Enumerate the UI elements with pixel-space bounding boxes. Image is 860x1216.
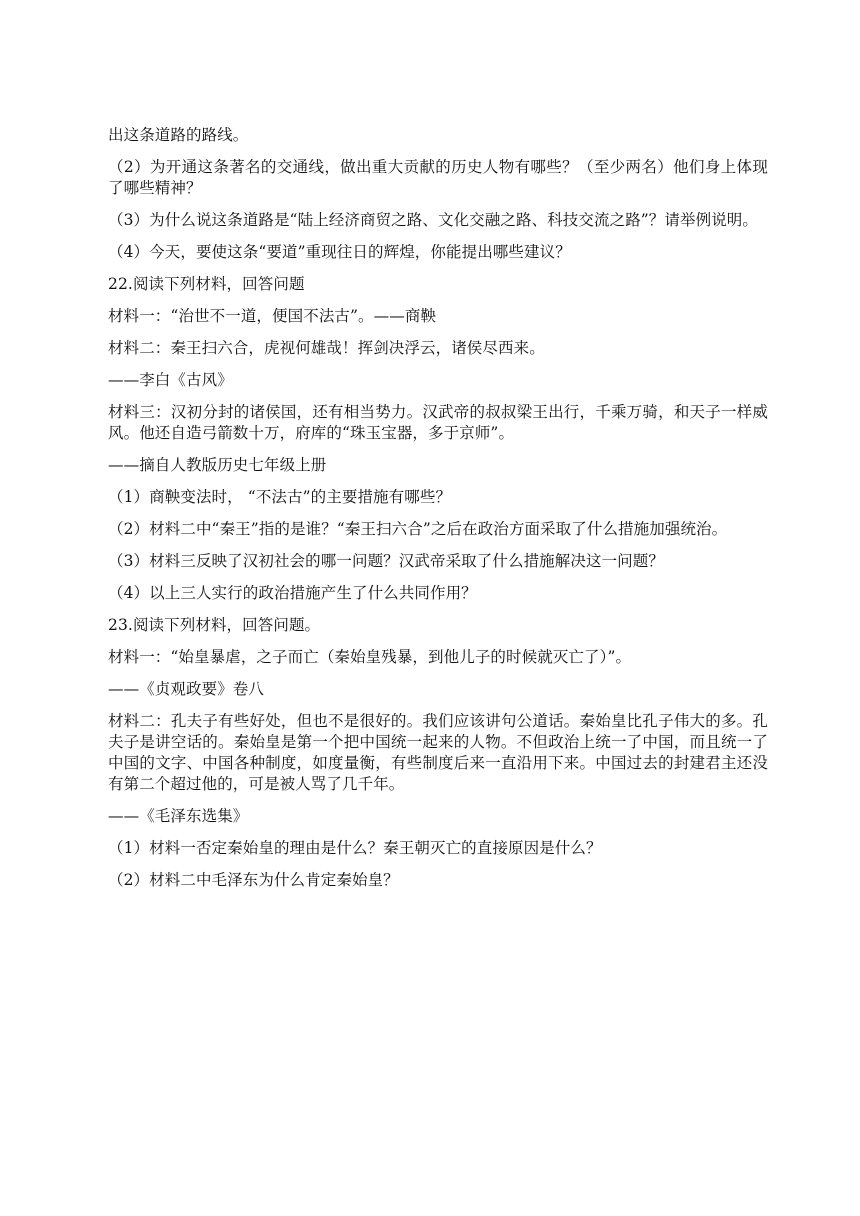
material-3: 材料三：汉初分封的诸侯国，还有相当势力。汉武帝的叔叔梁王出行，千乘万骑，和天子一样威风。他还自造弓箭数十万，府库的“珠玉宝器，多于京师”。 [108, 403, 768, 442]
text-line: 出这条道路的路线。 [108, 126, 249, 144]
document-body [108, 125, 768, 902]
question-22-4: （4）以上三人实行的政治措施产生了什么共同作用？ [108, 584, 477, 602]
question-21-4: （4）今天，要使这条“要道”重现往日的辉煌，你能提出哪些建议？ [108, 243, 571, 261]
material-2: 材料二：秦王扫六合，虎视何雄哉！挥剑决浮云，诸侯尽西来。 [108, 339, 545, 357]
question-22-2: （2）材料二中“秦王”指的是谁？“秦王扫六合”之后在政治方面采取了什么措施加强统治。 [108, 520, 728, 538]
question-22-heading: 22.阅读下列材料，回答问题 [108, 275, 305, 293]
material-2: 材料二：孔夫子有些好处，但也不是很好的。我们应该讲句公道话。秦始皇比孔子伟大的多。孔夫子是讲空话的。秦始皇是第一个把中国统一起来的人物。不但政治上统一了中国，而且统一了中国的文字、中国各种制度，如度量衡，有些制度后来一直沿用下来。中国过去的封建君主还没有第二个超过他的，可是被人骂了几千年。 [108, 712, 768, 793]
material-1: 材料一：“治世不一道，便国不法古”。——商鞅 [108, 307, 437, 325]
material-1-source: ——《贞观政要》卷八 [108, 680, 265, 698]
material-1: 材料一：“始皇暴虐，之子而亡（秦始皇残暴，到他儿子的时候就灭亡了）”。 [108, 648, 632, 666]
question-21-3: （3）为什么说这条道路是“陆上经济商贸之路、文化交融之路、科技交流之路”？请举例说明。 [108, 211, 759, 229]
question-21-2: （2）为开通这条著名的交通线，做出重大贡献的历史人物有哪些？（至少两名）他们身上体现了哪些精神？ [108, 158, 768, 197]
question-22-3: （3）材料三反映了汉初社会的哪一问题？汉武帝采取了什么措施解决这一问题？ [108, 552, 664, 570]
question-23-1: （1）材料一否定秦始皇的理由是什么？秦王朝灭亡的直接原因是什么？ [108, 839, 602, 857]
question-22-1: （1）商鞅变法时， “不法古”的主要措施有哪些？ [108, 488, 452, 506]
question-23-2: （2）材料二中毛泽东为什么肯定秦始皇？ [108, 871, 399, 889]
material-3-source: ——摘自人教版历史七年级上册 [108, 456, 327, 474]
question-23-heading: 23.阅读下列材料，回答问题。 [108, 616, 321, 634]
material-2-source: ——《毛泽东选集》 [108, 807, 249, 825]
material-2-source: ——李白《古风》 [108, 371, 233, 389]
